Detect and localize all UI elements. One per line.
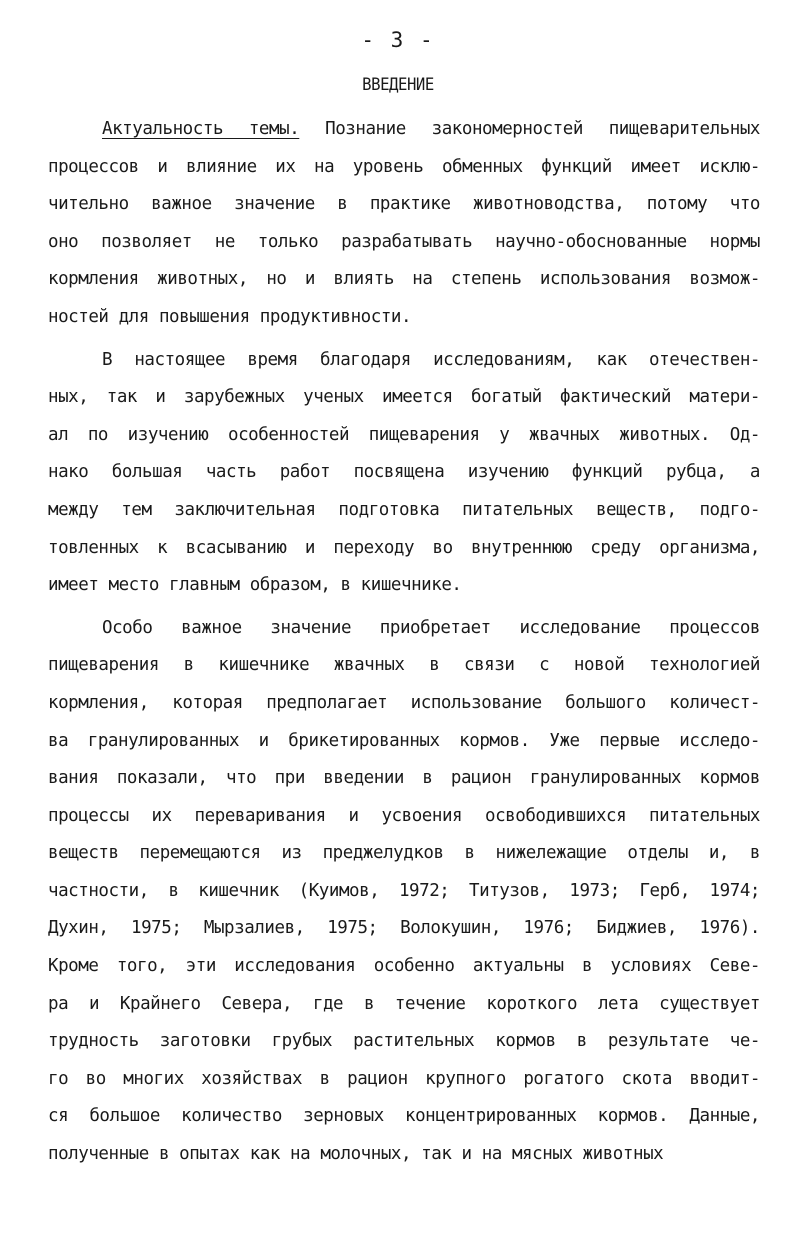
text-line: оно позволяет не только разрабатывать научно-обоснованные нормы bbox=[48, 231, 760, 252]
text-line: веществ перемещаются из преджелудков в нижележащие отделы и, в bbox=[48, 843, 760, 864]
section-heading: ВВЕДЕНИЕ bbox=[362, 75, 434, 95]
text-line: пищеварения в кишечнике жвачных в связи с новой технологией bbox=[48, 655, 760, 676]
text-line: полученные в опытах как на молочных, так и на мясных животных bbox=[48, 1144, 664, 1165]
text-line: ностей для повышения продуктивности. bbox=[48, 306, 412, 327]
text-line: трудность заготовки грубых растительных кормов в результате че- bbox=[48, 1031, 760, 1052]
text-line: В настоящее время благодаря исследованиям, как отечествен- bbox=[102, 349, 760, 370]
text-line: чительно важное значение в практике животноводства, потому что bbox=[48, 194, 760, 215]
text-line: между тем заключительная подготовка питательных веществ, подго- bbox=[48, 499, 760, 520]
text-line: процессы их переваривания и усвоения освободившихся питательных bbox=[48, 805, 760, 826]
text-line: кормления животных, но и влиять на степень использования возмож- bbox=[48, 269, 760, 290]
text-line: имеет место главным образом, в кишечнике. bbox=[48, 575, 462, 596]
text-line: кормления, которая предполагает использование большого количест- bbox=[48, 692, 760, 713]
page-number: - 3 - bbox=[361, 28, 435, 52]
text-line: частности, в кишечник (Куимов, 1972; Титузов, 1973; Герб, 1974; bbox=[48, 880, 760, 901]
text-line: вания показали, что при введении в рацион гранулированных кормов bbox=[48, 768, 760, 789]
text-line: ся большое количество зерновых концентрированных кормов. Данные, bbox=[48, 1106, 760, 1127]
text-line-content: Познание закономерностей пищеварительных bbox=[325, 119, 760, 139]
body-text bbox=[48, 111, 760, 1174]
text-line: ных, так и зарубежных ученых имеется богатый фактический матери- bbox=[48, 387, 760, 408]
text-line: Особо важное значение приобретает исследование процессов bbox=[102, 617, 760, 638]
text-line: ал по изучению особенностей пищеварения у жвачных животных. Од- bbox=[48, 424, 760, 445]
text-line: нако большая часть работ посвящена изучению функций рубца, а bbox=[48, 462, 760, 483]
text-line: товленных к всасыванию и переходу во внутреннюю среду организма, bbox=[48, 537, 760, 558]
text-line bbox=[48, 111, 760, 149]
text-line: Духин, 1975; Мырзалиев, 1975; Волокушин, 1976; Биджиев, 1976). bbox=[48, 918, 760, 939]
topic-label: Актуальность темы. bbox=[102, 119, 300, 139]
text-line: Кроме того, эти исследования особенно актуальны в условиях Севе- bbox=[48, 956, 760, 977]
text-line: ва гранулированных и брикетированных кормов. Уже первые исследо- bbox=[48, 730, 760, 751]
text-line: го во многих хозяйствах в рацион крупного рогатого скота вводит- bbox=[48, 1068, 760, 1089]
text-line: процессов и влияние их на уровень обменных функций имеет исклю- bbox=[48, 156, 760, 177]
text-line: ра и Крайнего Севера, где в течение короткого лета существует bbox=[48, 993, 760, 1014]
